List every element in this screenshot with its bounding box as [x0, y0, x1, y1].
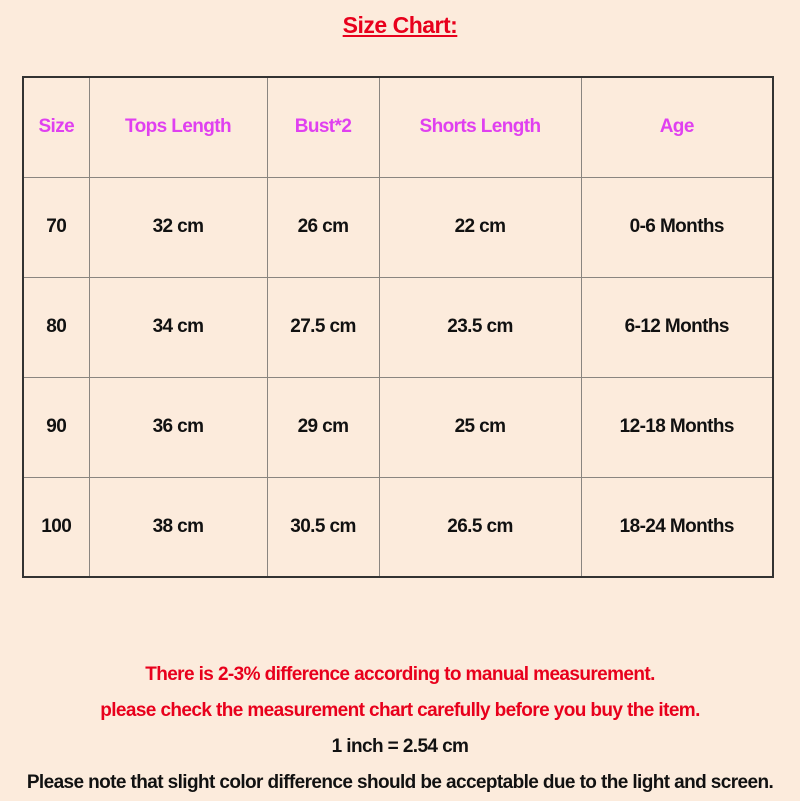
cell-bust: 26 cm: [267, 177, 379, 277]
cell-size: 80: [23, 277, 89, 377]
note-measurement-difference: There is 2-3% difference according to manual measurement.: [145, 664, 655, 685]
table-row: [23, 277, 773, 377]
cell-bust: 29 cm: [267, 377, 379, 477]
cell-bust: 27.5 cm: [267, 277, 379, 377]
header-size: Size: [23, 77, 89, 177]
cell-tops-length: 38 cm: [89, 477, 267, 577]
measurement-notes: [0, 657, 800, 801]
cell-age: 12-18 Months: [581, 377, 773, 477]
note-inch-conversion: 1 inch = 2.54 cm: [331, 736, 469, 757]
cell-tops-length: 34 cm: [89, 277, 267, 377]
cell-tops-length: 32 cm: [89, 177, 267, 277]
cell-age: 0-6 Months: [581, 177, 773, 277]
cell-age: 6-12 Months: [581, 277, 773, 377]
note-check-chart: please check the measurement chart carefully before you buy the item.: [100, 700, 700, 721]
cell-shorts-length: 22 cm: [379, 177, 581, 277]
cell-tops-length: 36 cm: [89, 377, 267, 477]
header-shorts-length: Shorts Length: [379, 77, 581, 177]
header-bust: Bust*2: [267, 77, 379, 177]
cell-size: 70: [23, 177, 89, 277]
table-header-row: [23, 77, 773, 177]
cell-shorts-length: 26.5 cm: [379, 477, 581, 577]
size-chart-table: [22, 76, 774, 578]
page-title: Size Chart:: [342, 12, 458, 38]
note-color-difference: Please note that slight color difference should be acceptable due to the light and screen.: [26, 772, 774, 793]
cell-shorts-length: 25 cm: [379, 377, 581, 477]
cell-bust: 30.5 cm: [267, 477, 379, 577]
header-age: Age: [581, 77, 773, 177]
cell-shorts-length: 23.5 cm: [379, 277, 581, 377]
table-row: [23, 477, 773, 577]
header-tops-length: Tops Length: [89, 77, 267, 177]
cell-age: 18-24 Months: [581, 477, 773, 577]
table-row: [23, 377, 773, 477]
cell-size: 90: [23, 377, 89, 477]
table-row: [23, 177, 773, 277]
cell-size: 100: [23, 477, 89, 577]
